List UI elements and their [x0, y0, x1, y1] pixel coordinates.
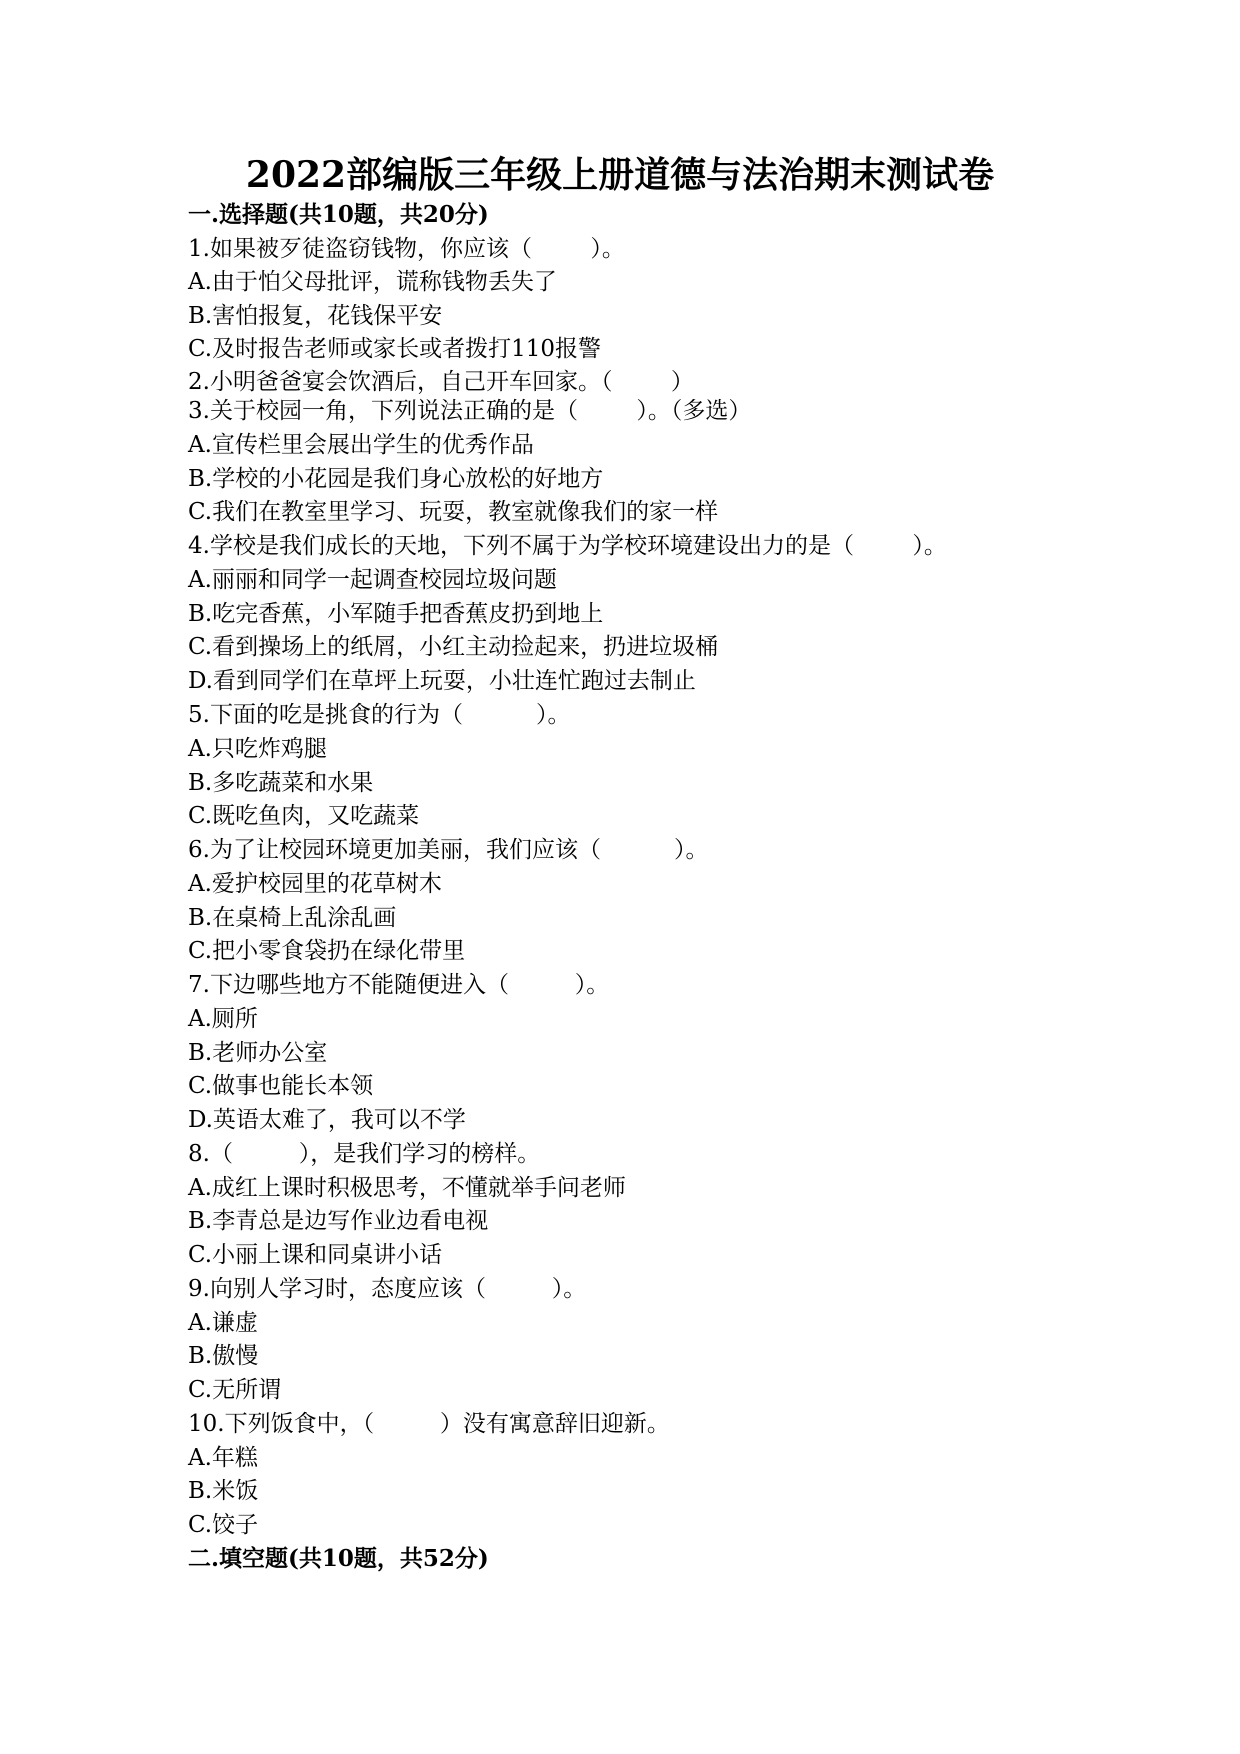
question-4-option-b: B.吃完香蕉，小军随手把香蕉皮扔到地上: [188, 601, 604, 627]
question-8-option-b: B.李青总是边写作业边看电视: [188, 1208, 489, 1234]
question-3-option-b: B.学校的小花园是我们身心放松的好地方: [188, 466, 604, 492]
question-5-option-c: C.既吃鱼肉，又吃蔬菜: [188, 803, 420, 829]
question-10-stem: 10.下列饭食中，（ ）没有寓意辞旧迎新。: [188, 1411, 670, 1437]
question-2-stem: 2.小明爸爸宴会饮酒后，自己开车回家。（ ）: [188, 369, 694, 395]
question-8-stem: 8.（ ），是我们学习的榜样。: [188, 1141, 541, 1167]
question-5-option-b: B.多吃蔬菜和水果: [188, 770, 374, 796]
question-8-option-a: A.成红上课时积极思考，不懂就举手问老师: [188, 1175, 626, 1201]
question-5-stem: 5.下面的吃是挑食的行为（ ）。: [188, 702, 571, 728]
question-7-option-a: A.厕所: [188, 1006, 258, 1032]
question-3-option-c: C.我们在教室里学习、玩耍，教室就像我们的家一样: [188, 499, 719, 525]
question-6-stem: 6.为了让校园环境更加美丽，我们应该（ ）。: [188, 837, 709, 863]
question-7-stem: 7.下边哪些地方不能随便进入（ ）。: [188, 972, 610, 998]
question-1-option-b: B.害怕报复，花钱保平安: [188, 303, 443, 329]
question-4-option-c: C.看到操场上的纸屑，小红主动捡起来，扔进垃圾桶: [188, 634, 719, 660]
question-6-option-b: B.在桌椅上乱涂乱画: [188, 905, 397, 931]
question-4-option-d: D.看到同学们在草坪上玩耍，小壮连忙跑过去制止: [188, 668, 696, 694]
question-4-option-a: A.丽丽和同学一起调查校园垃圾问题: [188, 567, 557, 593]
question-6-option-c: C.把小零食袋扔在绿化带里: [188, 938, 466, 964]
question-1-option-a: A.由于怕父母批评，谎称钱物丢失了: [188, 269, 557, 295]
question-9-option-a: A.谦虚: [188, 1310, 258, 1336]
question-10-option-c: C.饺子: [188, 1512, 259, 1538]
question-9-stem: 9.向别人学习时，态度应该（ ）。: [188, 1276, 587, 1302]
question-5-option-a: A.只吃炸鸡腿: [188, 736, 327, 762]
question-7-option-d: D.英语太难了，我可以不学: [188, 1107, 466, 1133]
question-3-option-a: A.宣传栏里会展出学生的优秀作品: [188, 432, 534, 458]
question-7-option-b: B.老师办公室: [188, 1040, 328, 1066]
question-9-option-c: C.无所谓: [188, 1377, 282, 1403]
question-4-stem: 4.学校是我们成长的天地，下列不属于为学校环境建设出力的是（ ）。: [188, 533, 947, 559]
question-9-option-b: B.傲慢: [188, 1343, 259, 1369]
question-8-option-c: C.小丽上课和同桌讲小话: [188, 1242, 443, 1268]
question-7-option-c: C.做事也能长本领: [188, 1073, 374, 1099]
exam-title: 2022部编版三年级上册道德与法治期末测试卷: [245, 154, 995, 196]
question-10-option-b: B.米饭: [188, 1478, 259, 1504]
question-1-stem: 1.如果被歹徒盗窃钱物，你应该（ ）。: [188, 236, 625, 262]
question-6-option-a: A.爱护校园里的花草树木: [188, 871, 442, 897]
question-3-stem: 3.关于校园一角，下列说法正确的是（ ）。（多选）: [188, 398, 752, 424]
section-heading-fill-blank: 二.填空题(共10题，共52分): [188, 1545, 489, 1572]
question-10-option-a: A.年糕: [188, 1445, 258, 1471]
question-1-option-c: C.及时报告老师或家长或者拨打110报警: [188, 336, 601, 362]
section-heading-choice: 一.选择题(共10题，共20分): [188, 201, 489, 228]
